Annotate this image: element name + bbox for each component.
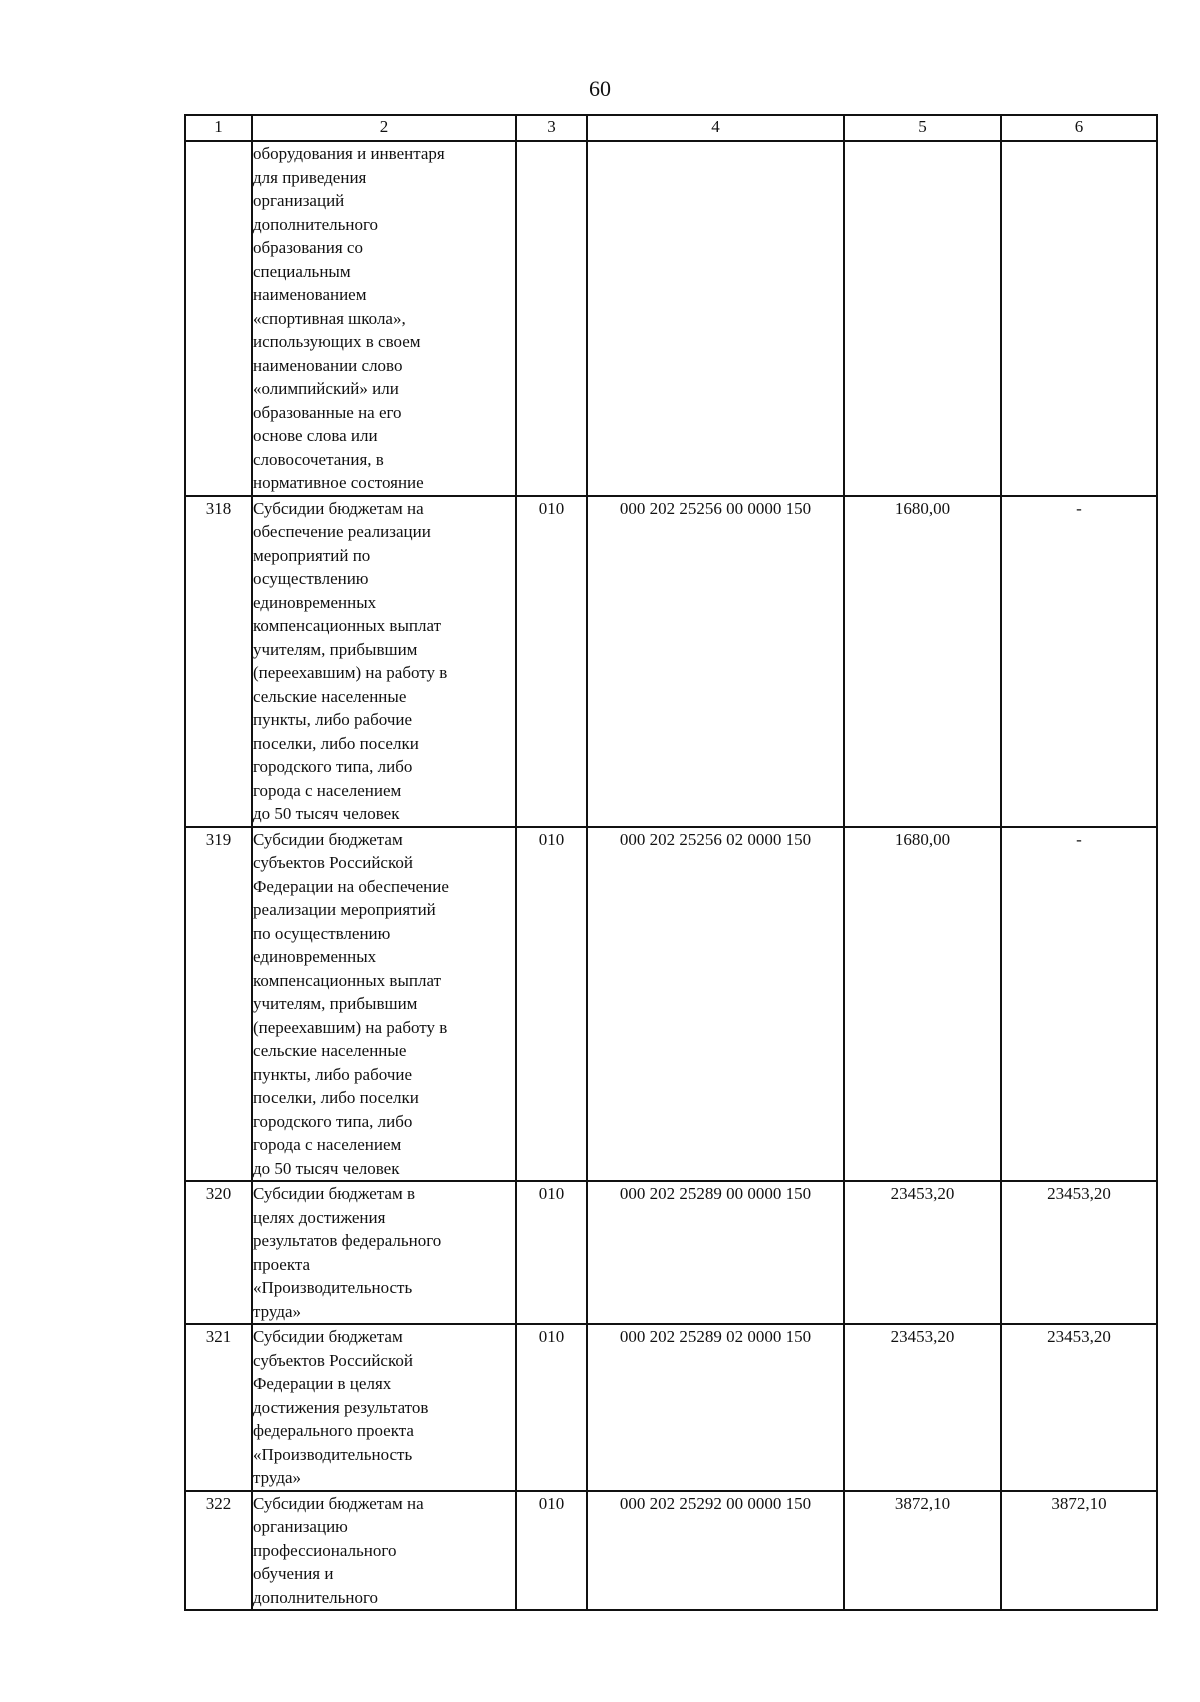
description-line: Субсидии бюджетам в: [253, 1184, 415, 1203]
description-line: до 50 тысяч человек: [253, 804, 400, 823]
admin-code-cell: 010: [516, 496, 587, 827]
budget-code-cell: [587, 141, 844, 496]
page-number: 60: [589, 76, 611, 101]
description-line: Субсидии бюджетам на: [253, 1493, 424, 1513]
description-line: единовременных: [253, 947, 377, 966]
description-line: Федерации на обеспечение: [253, 876, 449, 896]
budget-code-cell: 000 202 25289 02 0000 150: [587, 1324, 844, 1491]
description-line: федерального проекта: [253, 1421, 414, 1440]
description-line: обучения и: [253, 1564, 334, 1583]
table-row: [185, 1324, 1157, 1491]
description-line: города с населением: [253, 1135, 402, 1154]
column-header-2: 2: [252, 115, 516, 141]
description-line: труда»: [253, 1468, 302, 1487]
description-line: Субсидии бюджетам: [253, 829, 403, 849]
description-line: (переехавшим) на работу в: [253, 1017, 448, 1037]
description-line: результатов федерального: [253, 1231, 442, 1250]
column-header-5: 5: [844, 115, 1001, 141]
budget-code-cell: 000 202 25289 00 0000 150: [587, 1181, 844, 1324]
description-cell: [252, 141, 516, 496]
description-line: пункты, либо рабочие: [253, 710, 413, 729]
description-line: учителям, прибывшим: [253, 994, 418, 1013]
amount-cell: 23453,20: [844, 1181, 1001, 1324]
description-line: единовременных: [253, 592, 377, 612]
description-line: «Производительность: [253, 1444, 413, 1464]
amount-cell: 1680,00: [844, 827, 1001, 1182]
description-line: нормативное состояние: [253, 473, 424, 492]
description-line: «олимпийский» или: [253, 379, 399, 398]
amount-cell: 3872,10: [844, 1491, 1001, 1611]
description-line: мероприятий по: [253, 545, 371, 565]
amount-cell: -: [1001, 827, 1157, 1182]
description-line: города с населением: [253, 780, 402, 800]
description-line: Субсидии бюджетам на: [253, 498, 424, 518]
row-number-cell: [185, 141, 252, 496]
description-line: Субсидии бюджетам: [253, 1327, 403, 1346]
description-line: (переехавшим) на работу в: [253, 663, 448, 682]
description-line: словосочетания, в: [253, 449, 384, 469]
description-line: субъектов Российской: [253, 853, 413, 872]
description-line: сельские населенные: [253, 1041, 407, 1060]
header-row: [185, 115, 1157, 141]
description-line: обеспечение реализации: [253, 522, 431, 541]
column-header-1: 1: [185, 115, 252, 141]
description-line: субъектов Российской: [253, 1350, 413, 1370]
row-number-cell: 318: [185, 496, 252, 827]
description-line: по осуществлению: [253, 923, 391, 943]
description-line: городского типа, либо: [253, 757, 413, 776]
description-line: использующих в своем: [253, 332, 421, 351]
amount-cell: 23453,20: [1001, 1181, 1157, 1324]
description-line: «Производительность: [253, 1278, 413, 1297]
table-row: [185, 496, 1157, 827]
description-line: поселки, либо поселки: [253, 1088, 419, 1107]
admin-code-cell: [516, 141, 587, 496]
description-cell: [252, 1324, 516, 1491]
row-number-cell: 319: [185, 827, 252, 1182]
column-header-4: 4: [587, 115, 844, 141]
admin-code-cell: 010: [516, 1181, 587, 1324]
amount-cell: -: [1001, 496, 1157, 827]
description-line: «спортивная школа»,: [253, 308, 406, 328]
description-line: для приведения: [253, 167, 367, 187]
description-line: Федерации в целях: [253, 1374, 392, 1393]
description-line: городского типа, либо: [253, 1111, 413, 1131]
description-line: организаций: [253, 191, 345, 210]
description-line: проекта: [253, 1254, 311, 1274]
admin-code-cell: 010: [516, 1324, 587, 1491]
description-line: достижения результатов: [253, 1397, 429, 1417]
description-line: компенсационных выплат: [253, 616, 441, 635]
description-line: оборудования и инвентаря: [253, 144, 445, 163]
description-line: труда»: [253, 1301, 302, 1321]
description-line: поселки, либо поселки: [253, 733, 419, 753]
description-line: организацию: [253, 1517, 348, 1536]
column-header-6: 6: [1001, 115, 1157, 141]
budget-code-cell: 000 202 25256 02 0000 150: [587, 827, 844, 1182]
amount-cell: 23453,20: [844, 1324, 1001, 1491]
column-header-3: 3: [516, 115, 587, 141]
table-row: [185, 1181, 1157, 1324]
description-cell: [252, 496, 516, 827]
table-row: [185, 141, 1157, 496]
amount-cell: 23453,20: [1001, 1324, 1157, 1491]
amount-cell: 3872,10: [1001, 1491, 1157, 1611]
admin-code-cell: 010: [516, 1491, 587, 1611]
description-line: учителям, прибывшим: [253, 639, 418, 659]
row-number-cell: 321: [185, 1324, 252, 1491]
row-number-cell: 320: [185, 1181, 252, 1324]
description-line: дополнительного: [253, 214, 379, 234]
description-line: реализации мероприятий: [253, 900, 436, 919]
description-line: наименованием: [253, 285, 367, 304]
description-cell: [252, 1491, 516, 1611]
budget-table: [184, 114, 1158, 1611]
description-line: дополнительного: [253, 1587, 379, 1607]
amount-cell: [1001, 141, 1157, 496]
description-line: специальным: [253, 261, 351, 281]
description-line: образованные на его: [253, 402, 402, 422]
description-line: целях достижения: [253, 1207, 386, 1227]
table-row: [185, 1491, 1157, 1611]
description-line: осуществлению: [253, 569, 369, 588]
description-line: сельские населенные: [253, 686, 407, 706]
amount-cell: [844, 141, 1001, 496]
description-line: основе слова или: [253, 426, 378, 445]
description-line: наименовании слово: [253, 355, 403, 375]
description-line: компенсационных выплат: [253, 970, 441, 990]
description-line: пункты, либо рабочие: [253, 1064, 413, 1084]
amount-cell: 1680,00: [844, 496, 1001, 827]
table-row: [185, 827, 1157, 1182]
row-number-cell: 322: [185, 1491, 252, 1611]
description-cell: [252, 827, 516, 1182]
budget-code-cell: 000 202 25256 00 0000 150: [587, 496, 844, 827]
description-line: до 50 тысяч человек: [253, 1158, 400, 1178]
description-line: образования со: [253, 238, 363, 257]
description-cell: [252, 1181, 516, 1324]
budget-code-cell: 000 202 25292 00 0000 150: [587, 1491, 844, 1611]
admin-code-cell: 010: [516, 827, 587, 1182]
table-body: [185, 141, 1157, 1610]
description-line: профессионального: [253, 1540, 397, 1560]
